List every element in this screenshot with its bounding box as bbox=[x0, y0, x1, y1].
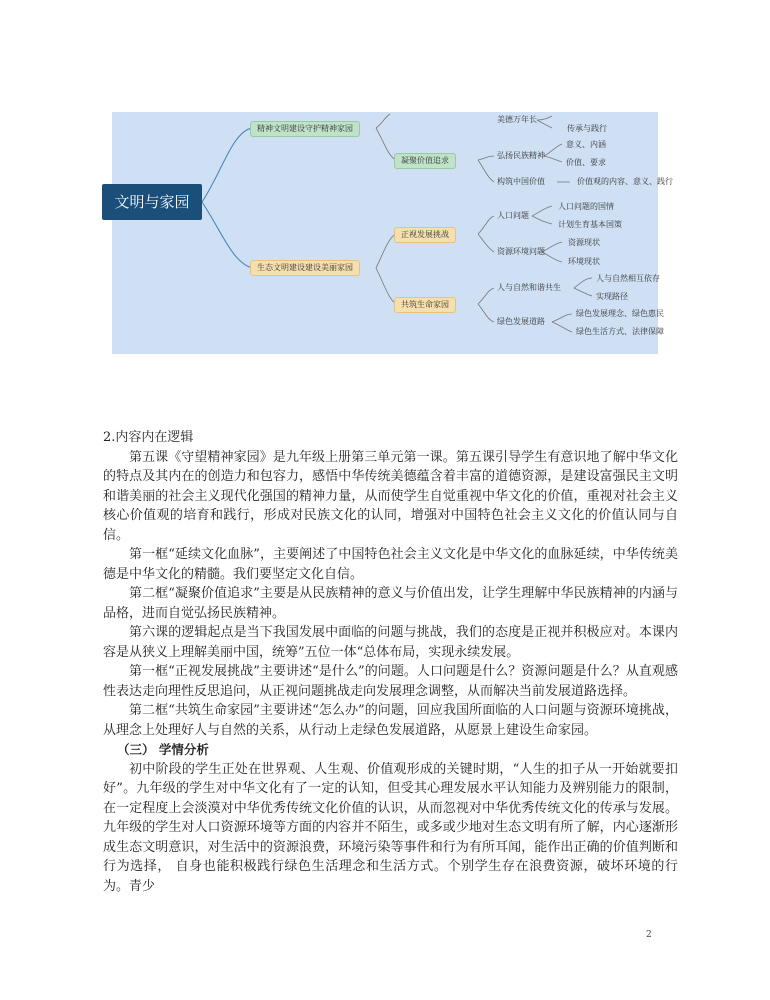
leaf-interdependence: 人与自然相互依存 bbox=[596, 274, 660, 283]
leaf-meaning-connotation: 意义、内涵 bbox=[566, 140, 606, 149]
leaf-value-requirement: 价值、要求 bbox=[566, 158, 606, 167]
branch-spiritual-civilization: 精神文明建设守护精神家园 bbox=[250, 121, 360, 137]
leaf-family-planning: 计划生育基本国策 bbox=[558, 220, 622, 229]
section-heading: 2.内容内在逻辑 bbox=[103, 430, 194, 445]
leaf-values-content: 价值观的内容、意义、践行 bbox=[577, 177, 673, 186]
mind-map-figure bbox=[112, 112, 673, 354]
paragraph: 第二框“共筑生命家园”主要讲述“怎么办”的问题，回应我国所面临的人口问题与资源环境挑战，从理念上处理好人与自然的关系，从行动上走绿色发展道路，从愿景上建设生命家园。 bbox=[103, 703, 678, 738]
paragraph: 初中阶段的学生正处在世界观、人生观、价值观形成的关键时期，“人生的扣子从一开始就要扣好”。九年级的学生对中华文化有了一定的认知，但受其心理发展水平认知能力及辨别能力的限制，在一定程度上会淡漠对中华优秀传统文化价值的认识，从而忽视对中华优秀传统文化的传承与发展。九年级的学生对人口资源环境等方面的内容并不陌生，或多或少地对生态文明有所了解，内心逐渐形成生态文明意识，对生活中的资源浪费，环境污染等事件和行为有所耳闻，能作出正确的价值判断和行为选择， 自身也能积极践行绿色生活理念和生活方式。个别学生存在浪费资源，破坏环境的行为。青少 bbox=[103, 761, 678, 894]
leaf-path: 实现路径 bbox=[596, 292, 628, 301]
leaf-resource-status: 资源现状 bbox=[568, 238, 600, 247]
paragraph: 第六课的逻辑起点是当下我国发展中面临的问题与挑战，我们的态度是正视并积极应对。本课内容是从狭义上理解美丽中国，统筹”五位一体“总体布局，实现永续发展。 bbox=[103, 625, 678, 660]
leaf-green-concept: 绿色发展理念、绿色惠民 bbox=[576, 309, 664, 318]
leaf-harmony: 人与自然和谐共生 bbox=[497, 283, 561, 292]
sub-development-challenges: 正视发展挑战 bbox=[394, 227, 456, 243]
leaf-virtue: 美德万年长 bbox=[497, 115, 537, 124]
leaf-chinese-values: 构筑中国价值 bbox=[497, 177, 545, 186]
leaf-national-spirit: 弘扬民族精神 bbox=[497, 151, 545, 160]
subsection-heading: （三） 学情分析 bbox=[117, 742, 209, 757]
leaf-green-lifestyle: 绿色生活方式、法律保障 bbox=[576, 327, 664, 336]
page-number: 2 bbox=[646, 930, 652, 940]
paragraph: 第一框“延续文化血脉”，主要阐述了中国特色社会主义文化是中华文化的血脉延续，中华传统美德是中华文化的精髓。我们要坚定文化自信。 bbox=[103, 547, 678, 582]
paragraph: 第一框“正视发展挑战”主要讲述“是什么”的问题。人口问题是什么？资源问题是什么？从直观感性表达走向理性反思追问，从正视问题挑战走向发展理念调整，从而解决当前发展道路选择。 bbox=[103, 664, 678, 699]
document-body bbox=[103, 428, 678, 896]
paragraph: 第五课《守望精神家园》是九年级上册第三单元第一课。第五课引导学生有意识地了解中华文化的特点及其内在的创造力和包容力，感悟中华传统美德蕴含着丰富的道德资源，是建设富强民主文明和谐美丽的社会主义现代化强国的精神力量，从而使学生自觉重视中华文化的价值，重视对社会主义核心价值观的培育和践行，形成对民族文化的认同，增强对中国特色社会主义文化的价值认同与自信。 bbox=[103, 449, 678, 543]
leaf-resource-environment: 资源环境问题 bbox=[497, 247, 545, 256]
paragraph: 第二框“凝聚价值追求”主要是从民族精神的意义与价值出发，让学生理解中华民族精神的内涵与品格，进而自觉弘扬民族精神。 bbox=[103, 586, 678, 621]
leaf-inherit: 传承与践行 bbox=[567, 124, 607, 133]
sub-life-homeland: 共筑生命家园 bbox=[394, 297, 456, 313]
leaf-population-status: 人口问题的国情 bbox=[558, 202, 614, 211]
leaf-environment-status: 环境现状 bbox=[568, 257, 600, 266]
branch-ecological-civilization: 生态文明建设建设美丽家园 bbox=[250, 260, 360, 276]
leaf-green-development: 绿色发展道路 bbox=[497, 317, 545, 326]
sub-value-pursuit: 凝聚价值追求 bbox=[394, 153, 456, 169]
mind-map-root: 文明与家园 bbox=[102, 184, 202, 220]
leaf-population: 人口问题 bbox=[497, 211, 529, 220]
